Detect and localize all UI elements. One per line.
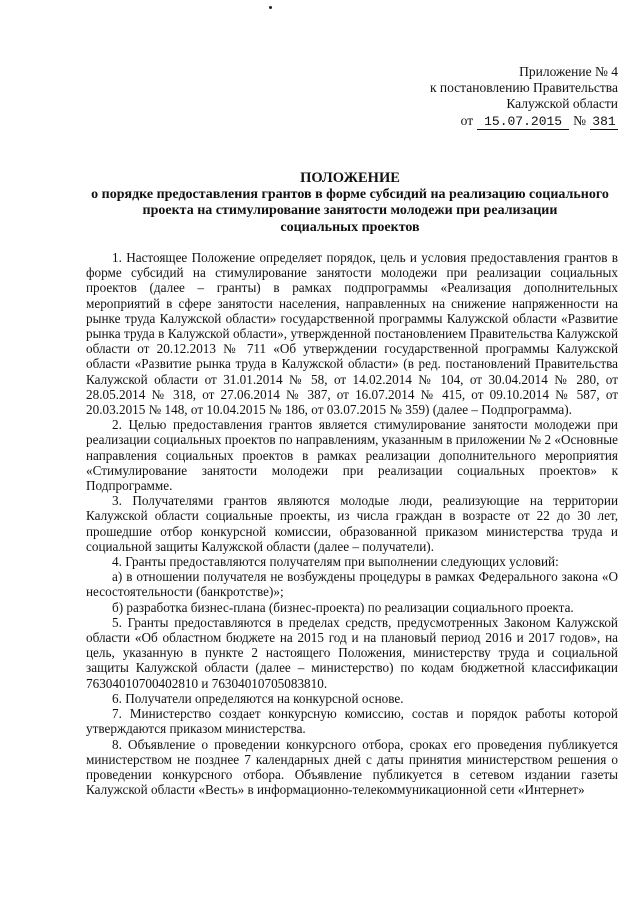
title-main: ПОЛОЖЕНИЕ xyxy=(300,170,400,186)
paragraph-4b: б) разработка бизнес-плана (бизнес-проекта) по реализации социального проекта. xyxy=(112,599,574,615)
paragraph-2: 2. Целью предоставления грантов является стимулирование занятости молодежи при реализации социальных проектов по направлениям, указанным в приложении № 2 «Основные направления социальных проектов в рамках реализации дополнительного мероприятия «Стимулирование занятости молодежи при реализации социальных проектов» к Подпрограмме. xyxy=(86,417,618,494)
title-line-3: социальных проектов xyxy=(280,219,420,235)
document-title xyxy=(60,170,640,236)
appendix-number: Приложение № 4 xyxy=(519,64,618,79)
scan-speck xyxy=(269,6,272,9)
date-prefix: от xyxy=(460,113,474,128)
paragraph-8: 8. Объявление о проведении конкурсного отбора, сроках его проведения публикуется министерством не позднее 7 календарных дней с даты принятия министерством решения о проведении конкурсного отбора. Объявление публикуется в сетевом издании газеты Калужской области «Весть» в информационно-телекоммуникационной сети «Интернет» xyxy=(86,736,618,798)
appendix-reference: к постановлению Правительства xyxy=(429,80,618,95)
paragraph-3: 3. Получателями грантов являются молодые люди, реализующие на территории Калужской области социальные проекты, из числа граждан в возрасте от 22 до 30 лет, прошедшие отбор конкурсной комиссии, образованной приказом министерства труда и социальной защиты Калужской области (далее – получатели). xyxy=(86,493,618,554)
number-value: 381 xyxy=(590,115,618,130)
document-body xyxy=(86,250,618,797)
title-line-2: проекта на стимулирование занятости молодежи при реализации xyxy=(142,203,558,218)
paragraph-4: 4. Гранты предоставляются получателям при выполнении следующих условий: xyxy=(112,554,559,570)
appendix-header xyxy=(398,64,618,130)
title-line-1: о порядке предоставления грантов в форме субсидий на реализацию социального xyxy=(91,186,609,202)
paragraph-1: 1. Настоящее Положение определяет порядок, цель и условия предоставления грантов в форме субсидий на стимулирование занятости молодежи при реализации социальных проектов (далее – гранты) в рамках подпрограммы «Реализация дополнительных мероприятий в сфере занятости населения, направленных на снижение напряженности на рынке труда Калужской области» государственной программы Калужской области «Развитие рынка труда в Калужской области», утвержденной постановлением Правительства Калужской области от 20.12.2013 № 711 «Об утверждении государственной программы Калужской области «Развитие рынка труда в Калужской области» (в ред. постановлений Правительства Калужской области от 31.01.2014 № 58, от 14.02.2014 № 104, от 30.04.2014 № 280, от 28.05.2014 № 318, от 27.06.2014 № 387, от 16.07.2014 № 415, от 09.10.2014 № 587, от 20.03.2015 № 148, от 10.04.2015 № 186, от 03.07.2015 № 359) (далее – Подпрограмма). xyxy=(86,250,618,418)
appendix-dateline xyxy=(398,113,618,130)
date-value: 15.07.2015 xyxy=(477,115,569,130)
paragraph-7: 7. Министерство создает конкурсную комиссию, состав и порядок работы которой утверждаются приказом министерства. xyxy=(86,706,618,737)
paragraph-4a: а) в отношении получателя не возбуждены процедуры в рамках Федерального закона «О несостоятельности (банкротстве)»; xyxy=(86,569,618,600)
number-prefix: № xyxy=(573,113,586,128)
paragraph-5: 5. Гранты предоставляются в пределах средств, предусмотренных Законом Калужской области «Об областном бюджете на 2015 год и на плановый период 2016 и 2017 годов», на цель, указанную в пункте 2 настоящего Положения, министерству труда и социальной защиты Калужской области (далее – министерство) по кодам бюджетной классификации 76304010700402810 и 76304010705083810. xyxy=(86,614,618,691)
paragraph-6: 6. Получатели определяются на конкурсной основе. xyxy=(112,690,404,706)
appendix-region: Калужской области xyxy=(506,96,618,111)
